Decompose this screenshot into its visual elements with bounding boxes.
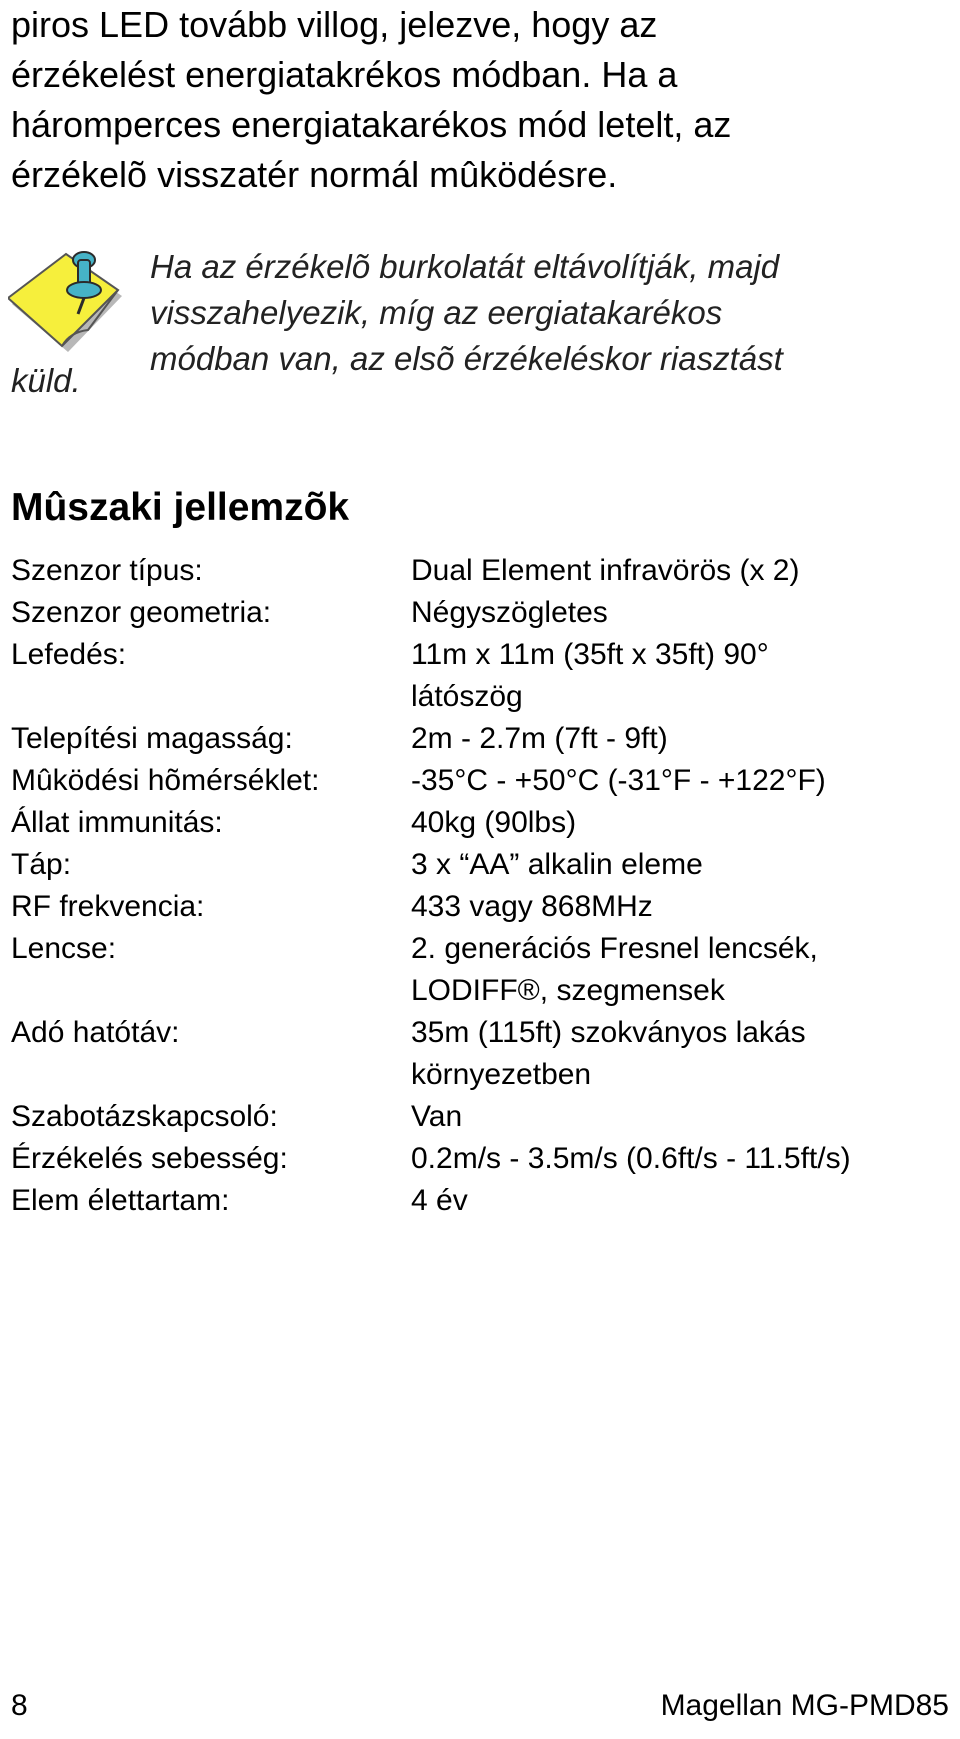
spec-value: 35m (115ft) szokványos lakás: [411, 1016, 806, 1049]
spec-row: [11, 1138, 956, 1180]
intro-line: érzékelést energiatakrékos módban. Ha a: [11, 54, 678, 95]
spec-label: Állat immunitás:: [11, 806, 223, 839]
spec-value: -35°C - +50°C (-31°F - +122°F): [411, 764, 826, 797]
section-title: Mûszaki jellemzõk: [11, 486, 350, 529]
spec-value: Négyszögletes: [411, 596, 608, 629]
pushpin-note-icon: [8, 246, 126, 358]
spec-row: [11, 718, 956, 760]
spec-row: [11, 550, 956, 592]
spec-label: Szabotázskapcsoló:: [11, 1100, 278, 1133]
spec-value: 0.2m/s - 3.5m/s (0.6ft/s - 11.5ft/s): [411, 1142, 851, 1175]
intro-paragraph: [11, 0, 951, 200]
spec-row: [11, 634, 956, 676]
spec-label: Telepítési magasság:: [11, 722, 293, 755]
note-line: Ha az érzékelõ burkolatát eltávolítják, majd: [150, 248, 780, 285]
spec-label: Táp:: [11, 848, 72, 881]
intro-line: érzékelõ visszatér normál mûködésre.: [11, 154, 618, 195]
spec-row: [11, 1096, 956, 1138]
spec-value: 4 év: [411, 1184, 468, 1217]
intro-line: háromperces energiatakarékos mód letelt, az: [11, 104, 732, 145]
spec-row-continuation: [11, 1054, 956, 1096]
spec-label: Mûködési hõmérséklet:: [11, 764, 320, 797]
spec-row: [11, 802, 956, 844]
spec-value: 2. generációs Fresnel lencsék,: [411, 932, 818, 965]
spec-value: LODIFF®, szegmensek: [411, 974, 725, 1007]
note-tail: küld.: [11, 362, 81, 399]
note-text: [150, 244, 950, 382]
spec-label: Elem élettartam:: [11, 1184, 230, 1217]
spec-row: [11, 928, 956, 970]
spec-value: 40kg (90lbs): [411, 806, 577, 839]
spec-label: Szenzor típus:: [11, 554, 203, 587]
spec-label: RF frekvencia:: [11, 890, 205, 923]
note-line: módban van, az elsõ érzékeléskor riasztást: [150, 340, 783, 377]
spec-value: környezetben: [411, 1058, 592, 1091]
spec-label: Lencse:: [11, 932, 117, 965]
spec-value: 11m x 11m (35ft x 35ft) 90°: [411, 638, 769, 671]
spec-row: [11, 886, 956, 928]
spec-label: Adó hatótáv:: [11, 1016, 180, 1049]
spec-value: Van: [411, 1100, 463, 1133]
spec-label: Érzékelés sebesség:: [11, 1142, 288, 1175]
spec-value: 433 vagy 868MHz: [411, 890, 653, 923]
intro-line: piros LED tovább villog, jelezve, hogy az: [11, 4, 658, 45]
spec-label: Szenzor geometria:: [11, 596, 272, 629]
spec-value: látószög: [411, 680, 523, 713]
spec-row-continuation: [11, 970, 956, 1012]
spec-row: [11, 844, 956, 886]
note-line: visszahelyezik, míg az eergiatakarékos: [150, 294, 723, 331]
spec-row: [11, 592, 956, 634]
spec-value: Dual Element infravörös (x 2): [411, 554, 800, 587]
spec-row: [11, 760, 956, 802]
spec-value: 3 x “AA” alkalin eleme: [411, 848, 703, 881]
document-name: Magellan MG-PMD85: [660, 1689, 949, 1722]
spec-value: 2m - 2.7m (7ft - 9ft): [411, 722, 668, 755]
spec-row-continuation: [11, 676, 956, 718]
spec-table: [11, 550, 956, 1222]
spec-row: [11, 1180, 956, 1222]
page-number: 8: [11, 1689, 28, 1722]
spec-label: Lefedés:: [11, 638, 127, 671]
spec-row: [11, 1012, 956, 1054]
